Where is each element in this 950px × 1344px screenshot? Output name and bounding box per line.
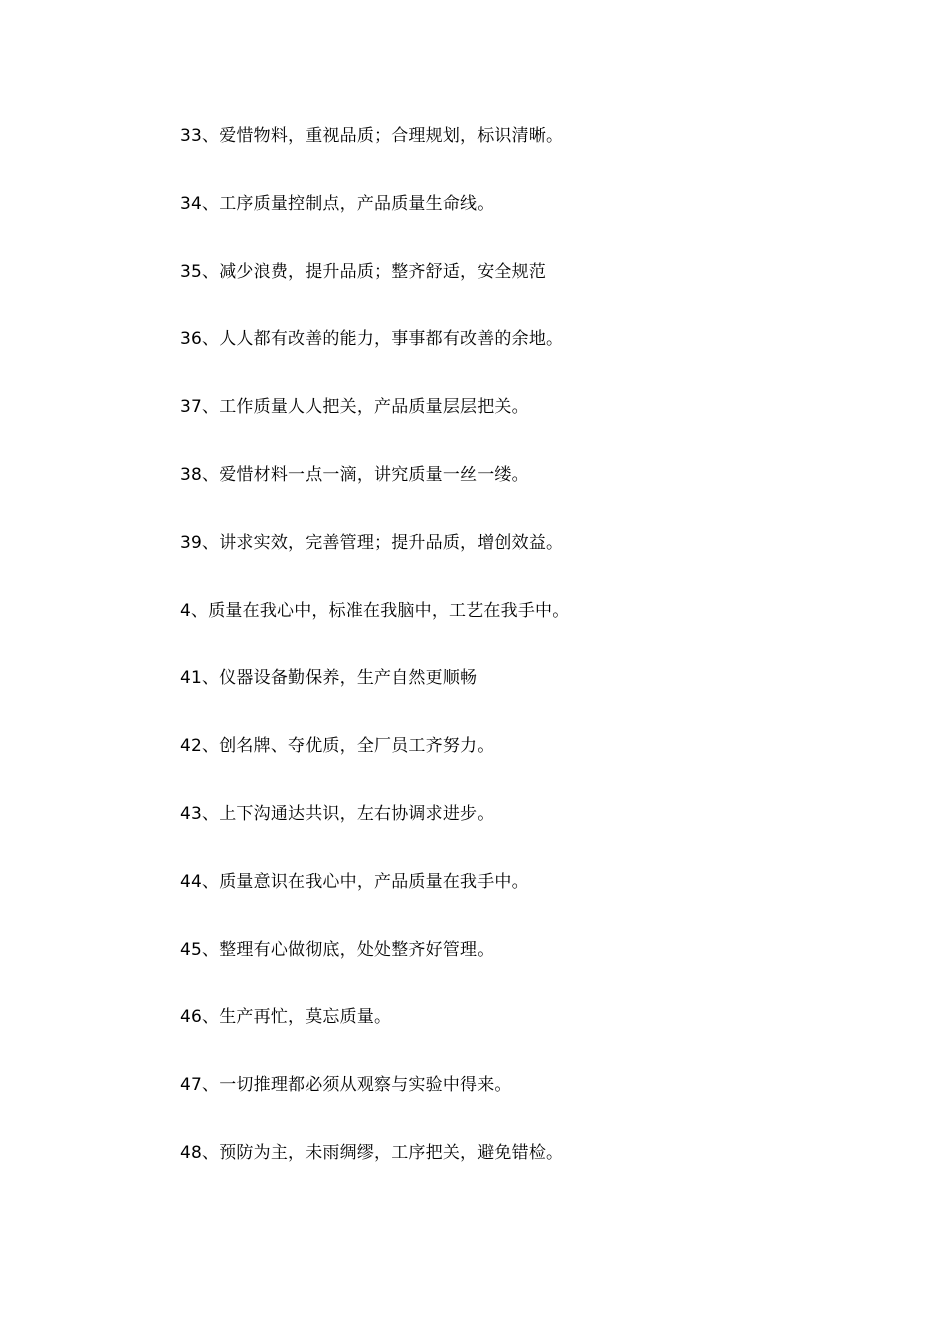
list-item: 46、生产再忙，莫忘质量。 [180, 1007, 392, 1028]
list-item: 34、工序质量控制点，产品质量生命线。 [180, 193, 495, 214]
list-item: 47、一切推理都必须从观察与实验中得来。 [180, 1075, 512, 1096]
list-item: 33、爱惜物料，重视品质；合理规划，标识清晰。 [180, 126, 564, 146]
list-item: 41、仪器设备勤保养，生产自然更顺畅 [180, 668, 478, 689]
list-item: 38、爱惜材料一点一滴，讲究质量一丝一缕。 [180, 464, 529, 485]
slogan-list [180, 122, 569, 1207]
list-item: 42、创名牌、夺优质，全厂员工齐努力。 [180, 736, 495, 757]
list-item: 39、讲求实效，完善管理；提升品质，增创效益。 [180, 532, 564, 553]
list-item: 48、预防为主，未雨绸缪，工序把关，避免错检。 [180, 1142, 564, 1163]
list-item: 37、工作质量人人把关，产品质量层层把关。 [180, 397, 529, 418]
list-item: 36、人人都有改善的能力，事事都有改善的余地。 [180, 329, 564, 350]
list-item: 45、整理有心做彻底，处处整齐好管理。 [180, 939, 495, 960]
list-item: 35、减少浪费，提升品质；整齐舒适，安全规范 [180, 261, 547, 282]
list-item: 44、质量意识在我心中，产品质量在我手中。 [180, 871, 529, 892]
list-item: 43、上下沟通达共识，左右协调求进步。 [180, 803, 495, 824]
list-item: 4、质量在我心中，标准在我脑中，工艺在我手中。 [180, 600, 570, 621]
